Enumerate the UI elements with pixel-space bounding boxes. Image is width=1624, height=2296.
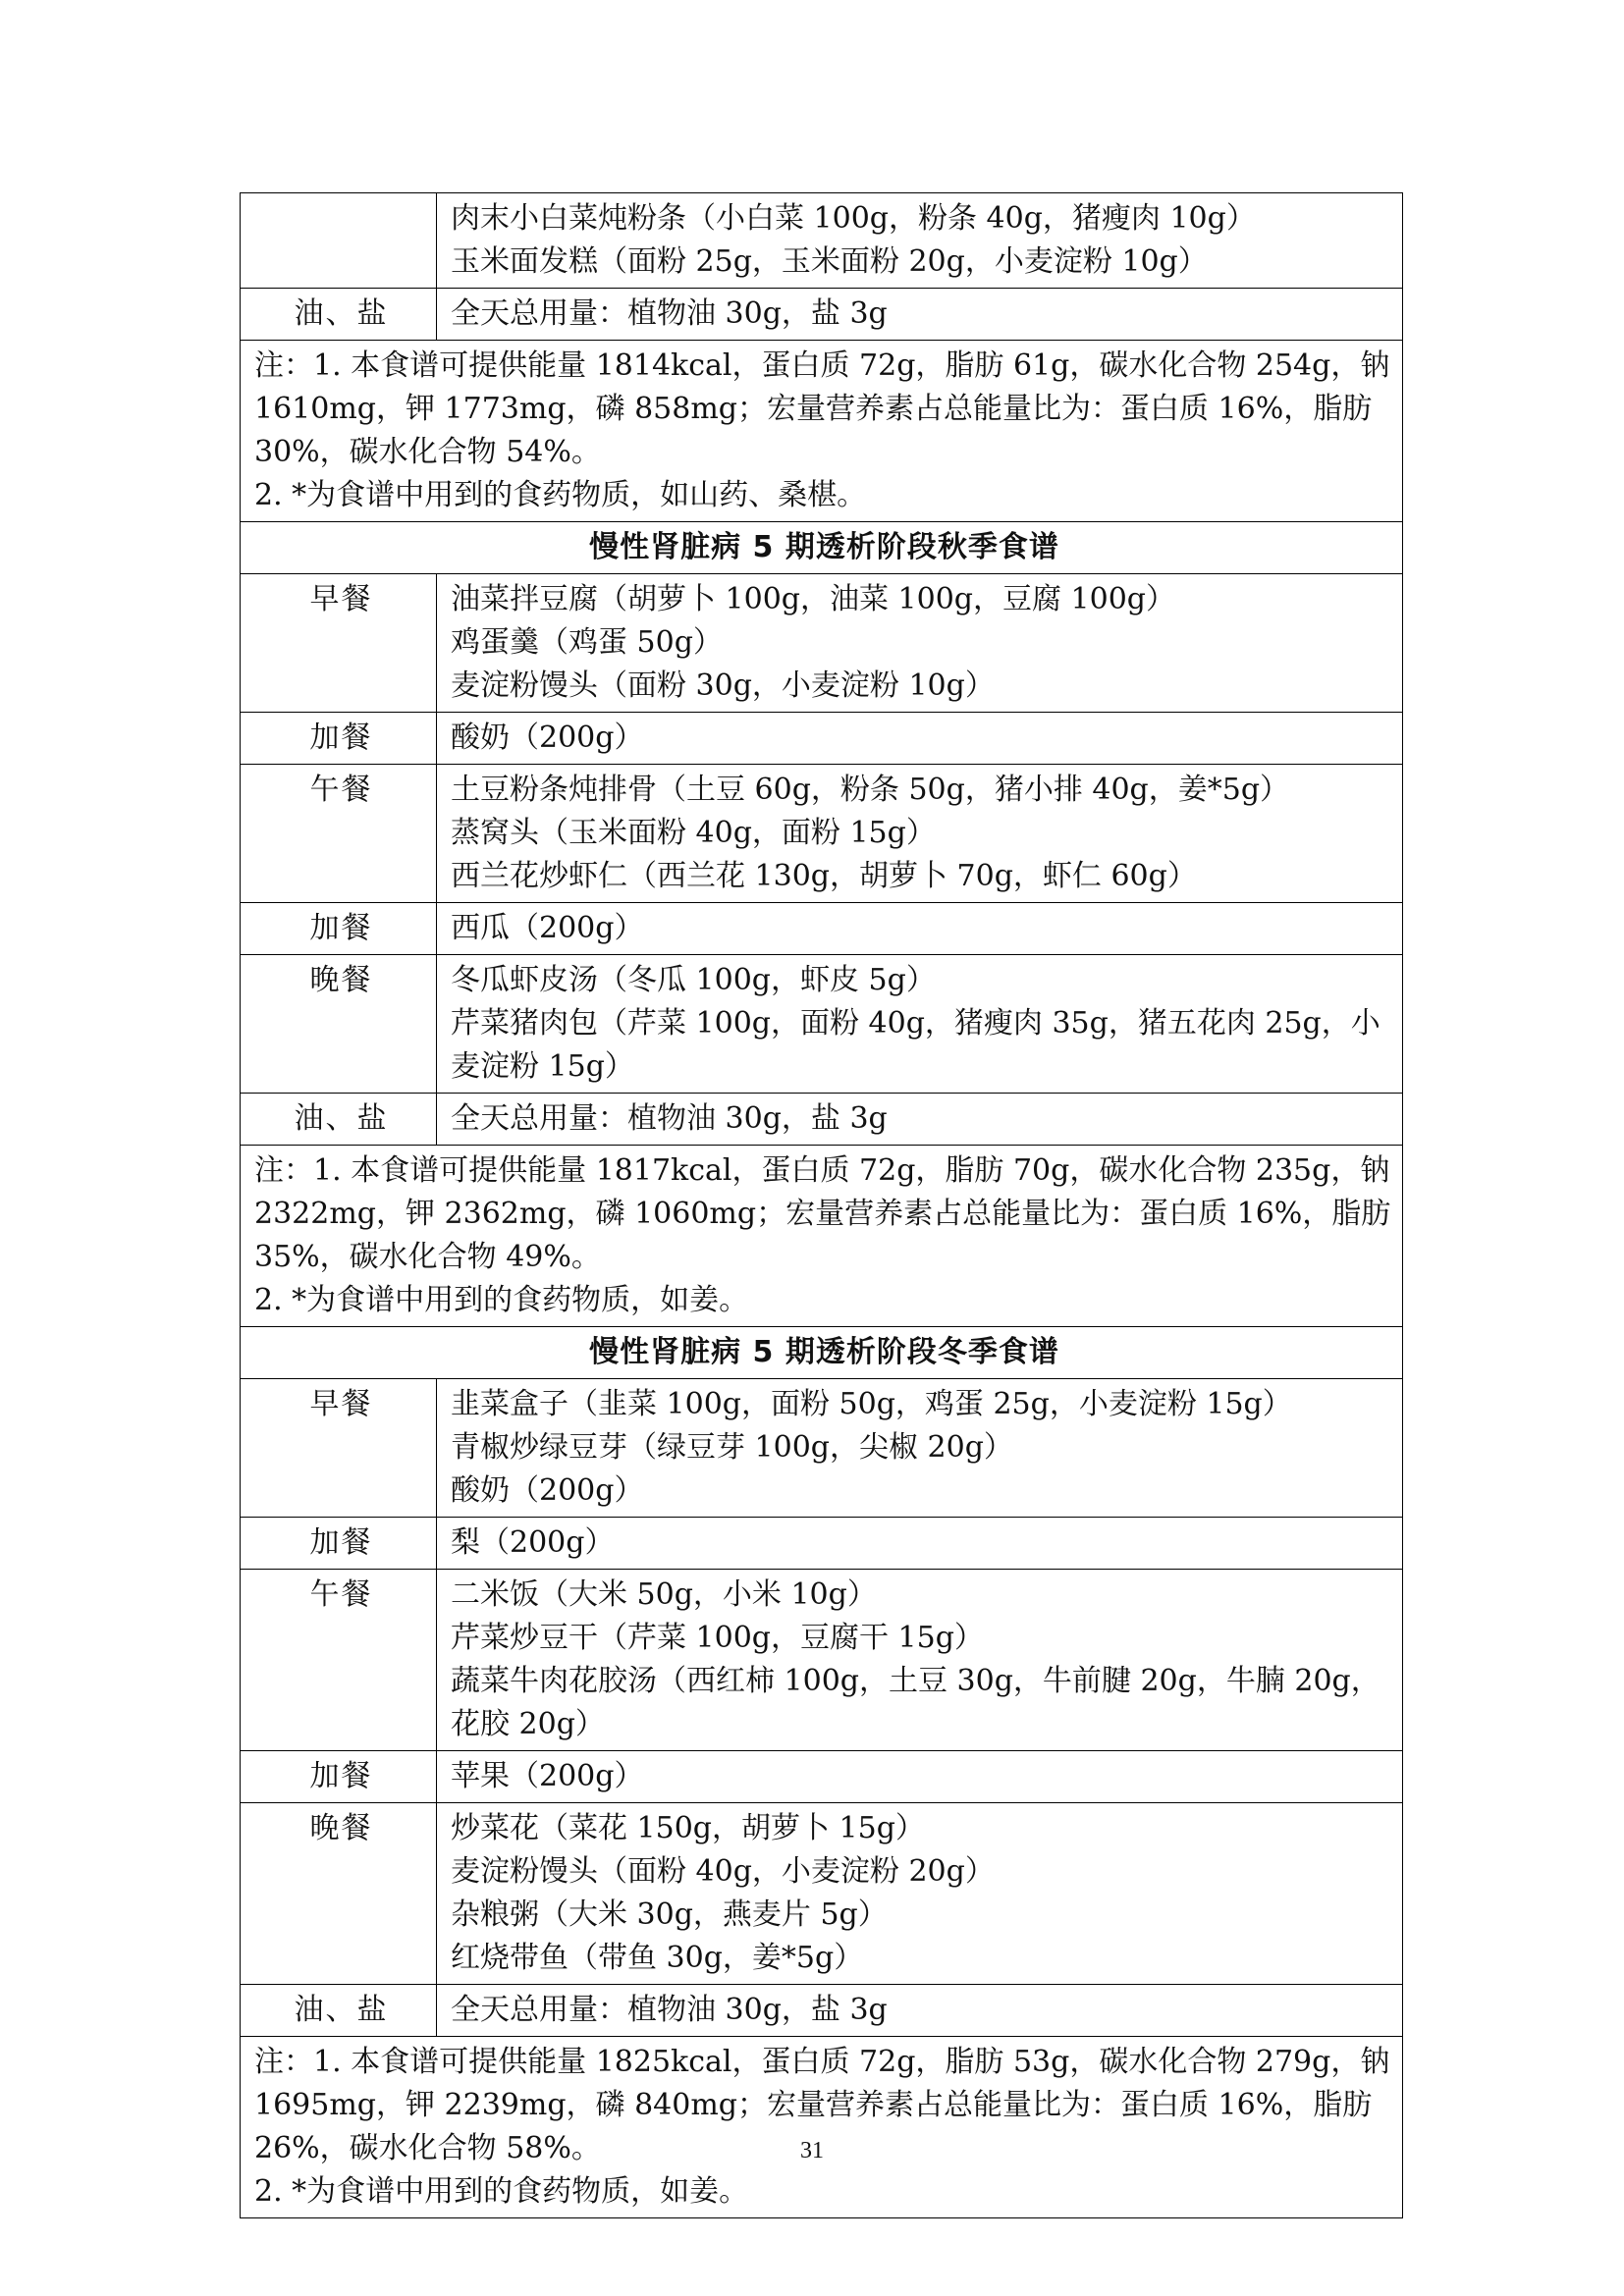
table-row (241, 955, 1403, 1094)
meal-items: 酸奶（200g） (437, 713, 1403, 765)
note-line: 注：1. 本食谱可提供能量 1825kcal，蛋白质 72g，脂肪 53g，碳水化合物 279g，钠 1695mg，钾 2239mg，磷 840mg；宏量营养素占总能量比为：蛋白质 16%，脂肪 26%，碳水化合物 58%。 (254, 2045, 1390, 2165)
meal-label: 早餐 (241, 574, 437, 713)
dish-line: 炒菜花（菜花 150g，胡萝卜 15g） (451, 1811, 925, 1845)
meal-label: 油、盐 (241, 289, 437, 341)
meal-label: 油、盐 (241, 1094, 437, 1146)
meal-items: 全天总用量：植物油 30g，盐 3g (437, 1094, 1403, 1146)
dish-line: 麦淀粉馒头（面粉 40g，小麦淀粉 20g） (451, 1854, 995, 1889)
meal-label: 午餐 (241, 765, 437, 903)
table-row (241, 713, 1403, 765)
meal-items (437, 1803, 1403, 1985)
notes-cell (241, 2037, 1403, 2218)
notes-row (241, 341, 1403, 522)
section-title-row (241, 1327, 1403, 1379)
meal-label: 晚餐 (241, 955, 437, 1094)
dish-line: 韭菜盒子（韭菜 100g，面粉 50g，鸡蛋 25g，小麦淀粉 15g） (451, 1387, 1292, 1421)
meal-items: 全天总用量：植物油 30g，盐 3g (437, 289, 1403, 341)
page-number: 31 (800, 2138, 824, 2163)
meal-items (437, 765, 1403, 903)
note-line: 2. *为食谱中用到的食药物质，如姜。 (254, 2174, 749, 2209)
menu-table (240, 192, 1403, 2218)
table-row (241, 1570, 1403, 1751)
dish-line: 酸奶（200g） (451, 1473, 644, 1508)
dish-line: 肉末小白菜炖粉条（小白菜 100g，粉条 40g，猪瘦肉 10g） (451, 201, 1256, 236)
dish-line: 玉米面发糕（面粉 25g，玉米面粉 20g，小麦淀粉 10g） (451, 244, 1208, 279)
notes-row (241, 1146, 1403, 1327)
meal-label: 加餐 (241, 713, 437, 765)
table-row (241, 193, 1403, 289)
meal-items (437, 574, 1403, 713)
meal-items (437, 1570, 1403, 1751)
meal-items: 全天总用量：植物油 30g，盐 3g (437, 1985, 1403, 2037)
notes-cell (241, 1146, 1403, 1327)
dish-line: 红烧带鱼（带鱼 30g，姜*5g） (451, 1941, 864, 1975)
table-row (241, 765, 1403, 903)
table-row (241, 1803, 1403, 1985)
note-line: 注：1. 本食谱可提供能量 1814kcal，蛋白质 72g，脂肪 61g，碳水化合物 254g，钠 1610mg，钾 1773mg，磷 858mg；宏量营养素占总能量比为：蛋白质 16%，脂肪 30%，碳水化合物 54%。 (254, 348, 1390, 469)
meal-label: 午餐 (241, 1570, 437, 1751)
note-line: 2. *为食谱中用到的食药物质，如姜。 (254, 1283, 749, 1317)
dish-line: 西兰花炒虾仁（西兰花 130g，胡萝卜 70g，虾仁 60g） (451, 859, 1197, 893)
dish-line: 二米饭（大米 50g，小米 10g） (451, 1577, 877, 1612)
meal-label: 加餐 (241, 903, 437, 955)
meal-items (437, 955, 1403, 1094)
dish-line: 鸡蛋羹（鸡蛋 50g） (451, 625, 723, 660)
dish-line: 芹菜炒豆干（芹菜 100g，豆腐干 15g） (451, 1621, 984, 1655)
table-row (241, 1379, 1403, 1518)
meal-label: 早餐 (241, 1379, 437, 1518)
table-row (241, 1751, 1403, 1803)
table-row (241, 1518, 1403, 1570)
dish-line: 油菜拌豆腐（胡萝卜 100g，油菜 100g，豆腐 100g） (451, 582, 1176, 616)
dish-line: 芹菜猪肉包（芹菜 100g，面粉 40g，猪瘦肉 35g，猪五花肉 25g，小麦淀粉 15g） (451, 1006, 1380, 1084)
meal-label: 油、盐 (241, 1985, 437, 2037)
meal-items (437, 1379, 1403, 1518)
meal-items (437, 193, 1403, 289)
meal-items: 苹果（200g） (437, 1751, 1403, 1803)
table-row (241, 289, 1403, 341)
autumn-menu-title: 慢性肾脏病 5 期透析阶段秋季食谱 (241, 522, 1403, 574)
meal-label-empty (241, 193, 437, 289)
meal-items: 梨（200g） (437, 1518, 1403, 1570)
table-row (241, 1094, 1403, 1146)
dish-line: 冬瓜虾皮汤（冬瓜 100g，虾皮 5g） (451, 963, 936, 997)
dish-line: 土豆粉条炖排骨（土豆 60g，粉条 50g，猪小排 40g，姜*5g） (451, 773, 1290, 807)
notes-cell (241, 341, 1403, 522)
notes-row (241, 2037, 1403, 2218)
dish-line: 蒸窝头（玉米面粉 40g，面粉 15g） (451, 816, 936, 850)
table-row (241, 574, 1403, 713)
meal-label: 晚餐 (241, 1803, 437, 1985)
note-line: 注：1. 本食谱可提供能量 1817kcal，蛋白质 72g，脂肪 70g，碳水化合物 235g，钠 2322mg，钾 2362mg，磷 1060mg；宏量营养素占总能量比为：蛋白质 16%，脂肪 35%，碳水化合物 49%。 (254, 1153, 1391, 1274)
meal-items: 西瓜（200g） (437, 903, 1403, 955)
note-line: 2. *为食谱中用到的食药物质，如山药、桑椹。 (254, 478, 867, 512)
meal-label: 加餐 (241, 1751, 437, 1803)
dish-line: 麦淀粉馒头（面粉 30g，小麦淀粉 10g） (451, 668, 995, 703)
winter-menu-title: 慢性肾脏病 5 期透析阶段冬季食谱 (241, 1327, 1403, 1379)
dish-line: 蔬菜牛肉花胶汤（西红柿 100g，土豆 30g，牛前腱 20g，牛腩 20g，花胶 20g） (451, 1664, 1380, 1741)
meal-label: 加餐 (241, 1518, 437, 1570)
dish-line: 杂粮粥（大米 30g，燕麦片 5g） (451, 1897, 888, 1932)
section-title-row (241, 522, 1403, 574)
dish-line: 青椒炒绿豆芽（绿豆芽 100g，尖椒 20g） (451, 1430, 1013, 1465)
table-row (241, 1985, 1403, 2037)
table-row (241, 903, 1403, 955)
